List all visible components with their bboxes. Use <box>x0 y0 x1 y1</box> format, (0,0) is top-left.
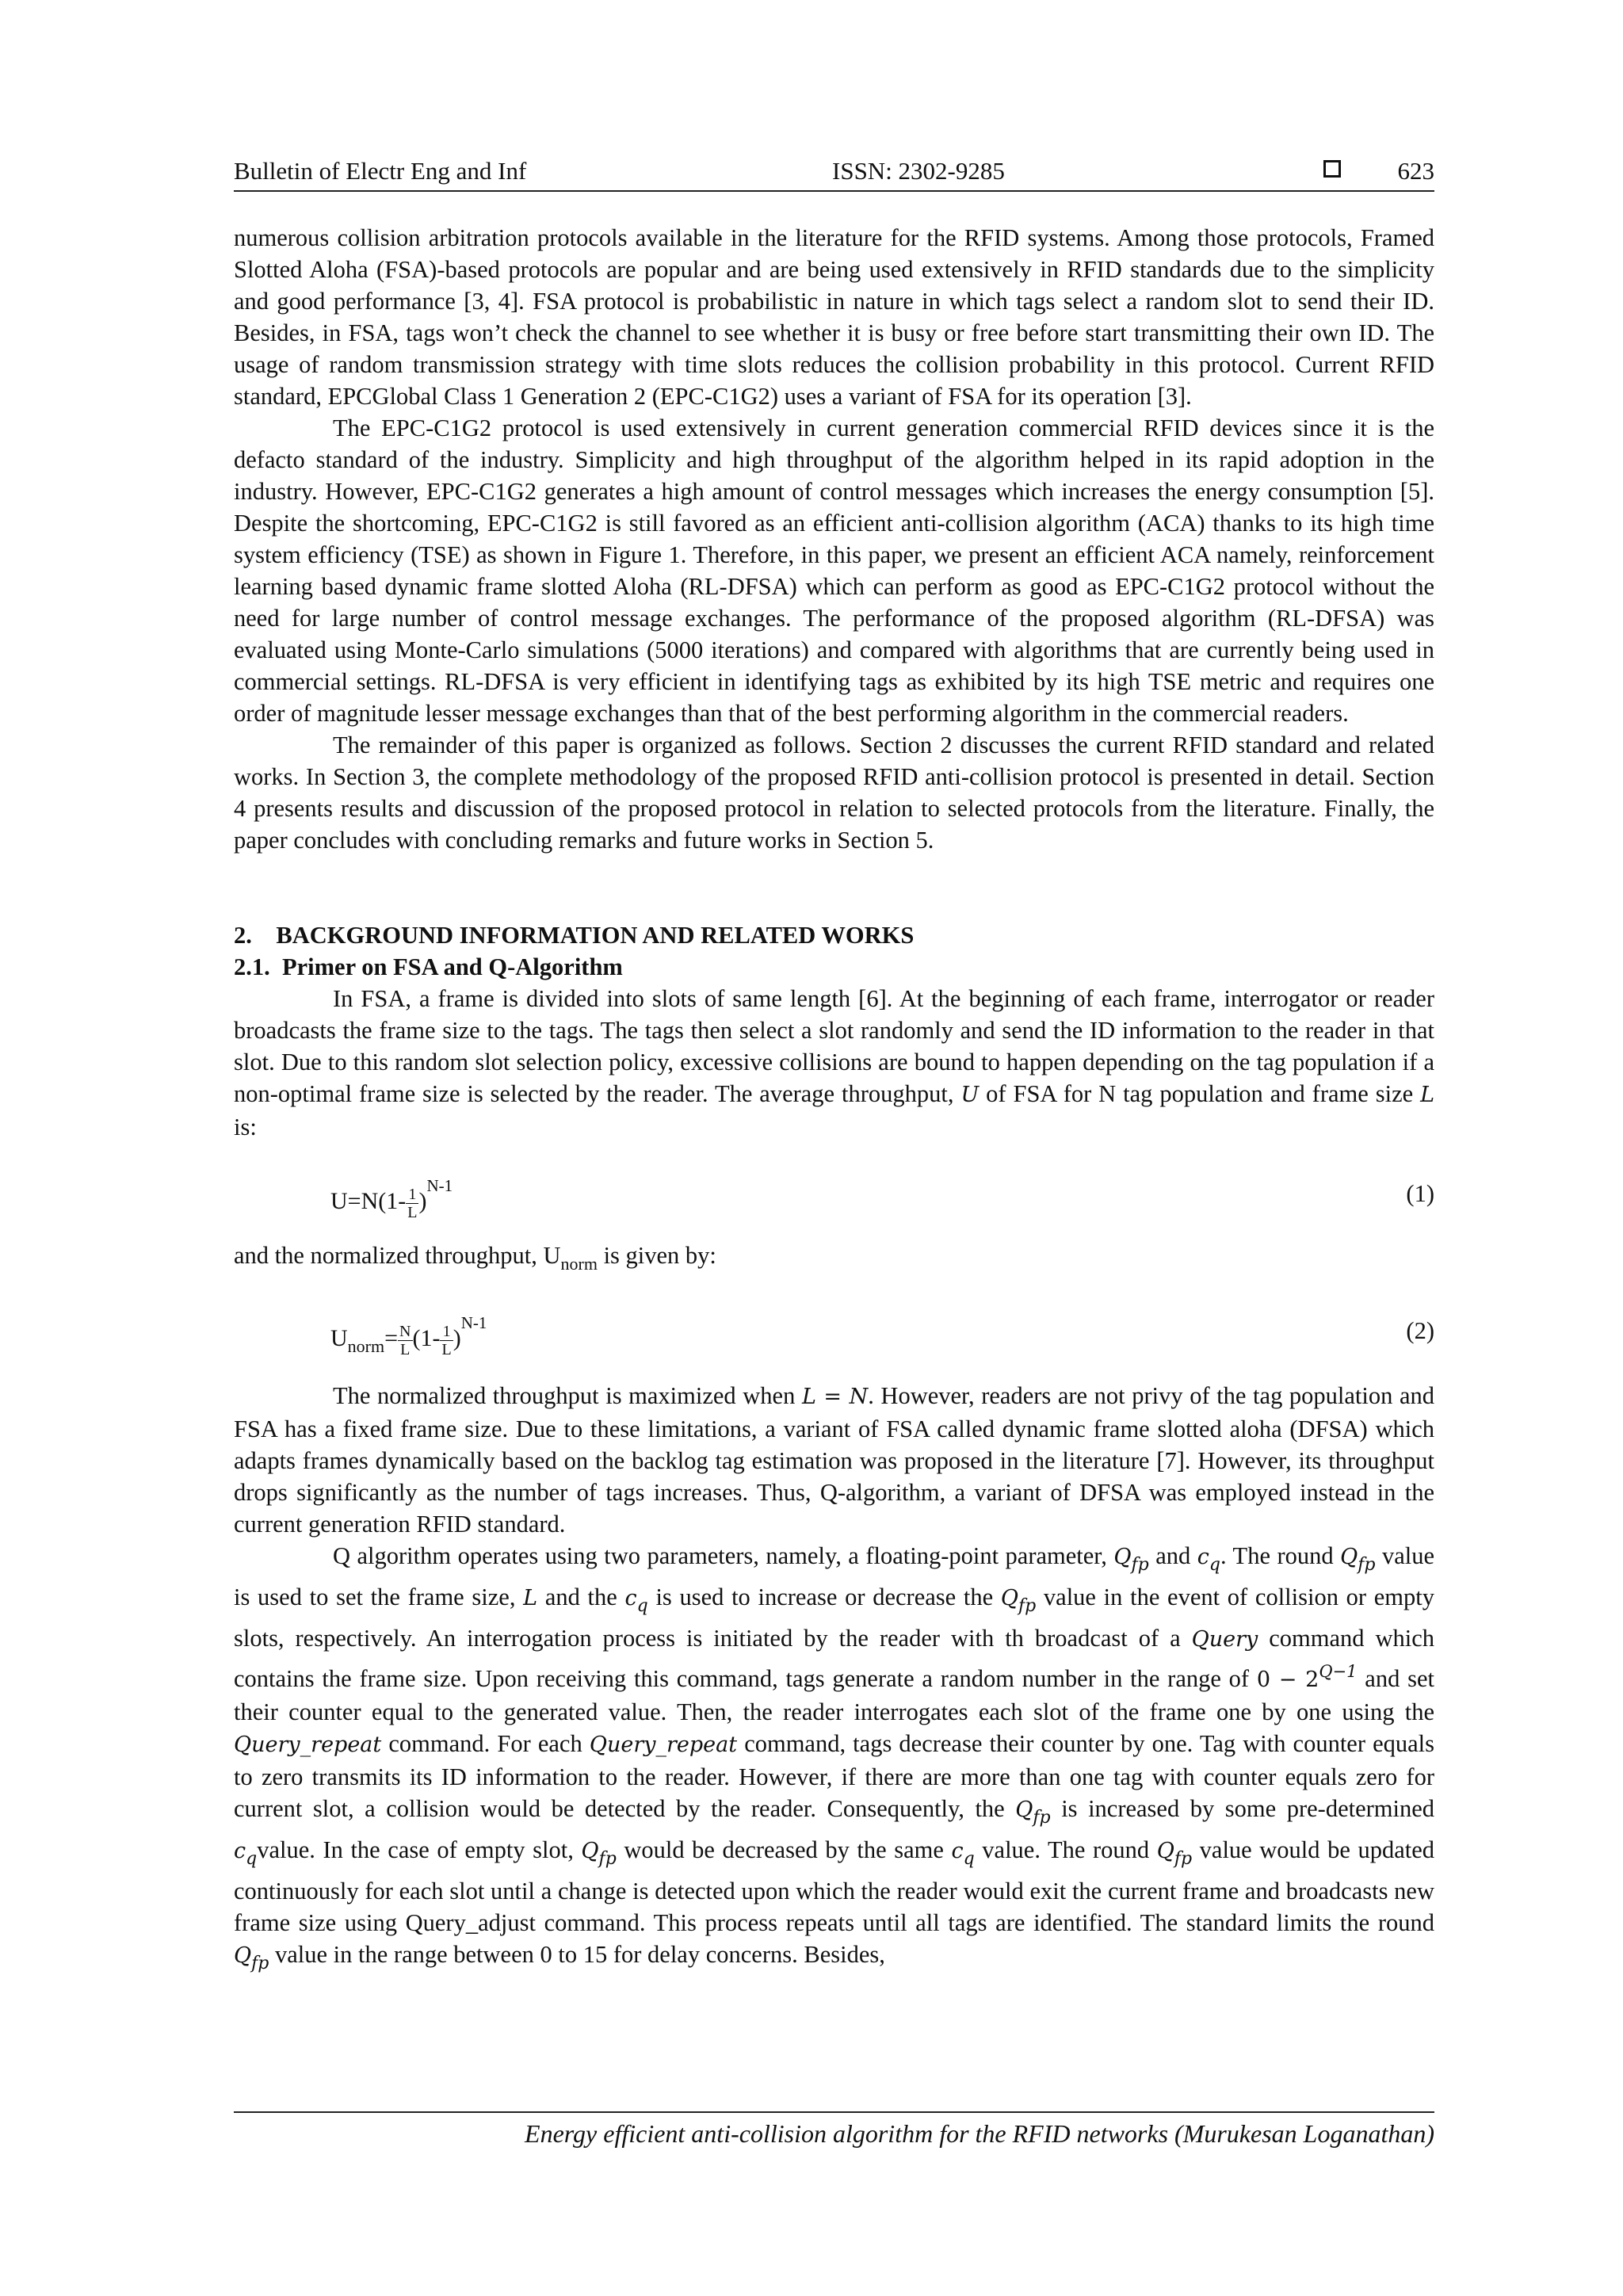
running-footer: Energy efficient anti-collision algorithm for the RFID networks (Murukesan Loganathan) <box>525 2119 1434 2148</box>
paragraph-3: The remainder of this paper is organized as follows. Section 2 discusses the current RFID standard and related works. In Section 3, the complete methodology of the proposed RFID anti-collision protocol is presented in detail. Section 4 presents results and discussion of the proposed protocol in relation to selected protocols from the literature. Finally, the paper concludes with concluding remarks and future works in Section 5. <box>234 732 1434 854</box>
running-header <box>234 155 1434 187</box>
paragraph-5: The normalized throughput is maximized when L = N. However, readers are not privy of the tag population and FSA has a fixed frame size. Due to these limitations, a variant of FSA called dynamic frame slotted aloha (DFSA) which adapts frames dynamically based on the backlog tag estimation was proposed in the literature [7]. However, its throughput drops significantly as the number of tags increases. Thus, Q-algorithm, a variant of DFSA was employed instead in the current generation RFID standard. <box>234 1382 1434 1538</box>
exponent: N-1 <box>426 1176 453 1195</box>
fraction: $\frac{1}{L}$ <box>407 1185 418 1221</box>
issn: ISSN: 2302-9285 <box>832 157 1005 185</box>
math-l-equals-n: L = N <box>801 1385 869 1409</box>
equation-2 <box>234 1280 1434 1369</box>
exponent: N-1 <box>460 1313 487 1332</box>
footer-divider <box>234 2111 1434 2113</box>
paragraph-4: In FSA, a frame is divided into slots of same length [6]. At the beginning of each frame, interrogator or reader broadcasts the frame size to the tags. The tags then select a slot randomly and send the ID information to the reader in that slot. Due to this random slot selection policy, excessive collisions are bound to happen depending on the tag population if a non-optimal frame size is selected by the reader. The average throughput, U of FSA for N tag population and frame size L is: <box>234 985 1435 1140</box>
header-divider <box>234 190 1434 192</box>
paragraph-6: Q algorithm operates using two parameters, namely, a floating-point parameter, $Q_{fp}$ and $c_q$. The round $Q_{fp}$ value is used to set the frame size, L and the $c_q$ is used to increase or decrease the $Q_{fp}$ value in the event of collision or empty slots, respectively. An interrogation process is initiated by the reader with th broadcast of a Query command which contains the frame size. Upon receiving this command, tags generate a random number in the range of $0 - 2^{Q-1}$ and set their counter equal to the generated value. Then, the reader interrogates each slot of the frame one by one using the Query_repeat command. For each Query_repeat command, tags decrease their counter by one. Tag with counter equals to zero transmits its ID information to the reader. However, if there are more than one tag with counter equals zero for current slot, a collision would be detected by the reader. Consequently, the $Q_{fp}$ is increased by some pre-determined $c_qvalue$. In the case of empty slot, $Q_{fp}$ would be decreased by the same $c_q$ value. The round $Q_{fp}$ value would be updated continuously for each slot until a change is detected upon which the reader would exit the current frame and broadcasts new frame size using Query_adjust command. This process repeats until all tags are identified. The standard limits the round $Q_{fp}$ value in the range between 0 to 15 for delay concerns. Besides, <box>234 1542 1435 1973</box>
equation-2-body: $U_{norm}=$ $\frac{N}{L}$ (1- $\frac{1}{L}$ )$^{N-1}$ <box>330 1313 487 1358</box>
equation-1 <box>234 1143 1434 1228</box>
paragraph-normalized: and the normalized throughput, $U_{norm}$ is given by: <box>234 1242 716 1274</box>
section-heading: 2. BACKGROUND INFORMATION AND RELATED WORKS <box>234 922 915 949</box>
body-text <box>234 222 1434 1980</box>
fraction: $\frac{1}{L}$ <box>441 1322 452 1358</box>
subsection-heading: 2.1. Primer on FSA and Q-Algorithm <box>234 953 623 980</box>
page-number: 623 <box>1397 157 1434 185</box>
section-gap <box>234 856 1434 919</box>
equation-2-number: (2) <box>1406 1317 1434 1344</box>
square-icon <box>1323 160 1341 178</box>
equation-1-body: U=N(1- $\frac{1}{L}$ )$^{N-1}$ <box>330 1176 453 1221</box>
fraction: $\frac{N}{L}$ <box>399 1322 411 1358</box>
journal-name: Bulletin of Electr Eng and Inf <box>234 157 527 185</box>
paragraph-2: The EPC-C1G2 protocol is used extensively in current generation commercial RFID devices since it is the defacto standard of the industry. Simplicity and high throughput of the algorithm helped in its rapid adoption in the industry. However, EPC-C1G2 generates a high amount of control messages which increases the energy consumption [5]. Despite the shortcoming, EPC-C1G2 is still favored as an efficient anti-collision algorithm (ACA) thanks to its high time system efficiency (TSE) as shown in Figure 1. Therefore, in this paper, we present an efficient ACA namely, reinforcement learning based dynamic frame slotted Aloha (RL-DFSA) which can perform as good as EPC-C1G2 protocol without the need for large number of control message exchanges. The performance of the proposed algorithm (RL-DFSA) was evaluated using Monte-Carlo simulations (5000 iterations) and compared with algorithms that are currently being used in commercial settings. RL-DFSA is very efficient in identifying tags as exhibited by its high TSE metric and requires one order of magnitude lesser message exchanges than that of the best performing algorithm in the commercial readers. <box>234 415 1434 727</box>
equation-1-number: (1) <box>1406 1180 1434 1207</box>
math-l: L <box>1420 1083 1435 1107</box>
math-u: U <box>960 1083 980 1107</box>
paragraph-1: numerous collision arbitration protocols available in the literature for the RFID systems. Among those protocols, Framed Slotted Aloha (FSA)-based protocols are popular and are being used extensively in RFID standards due to the simplicity and good performance [3, 4]. FSA protocol is probabilistic in nature in which tags select a random slot to send their ID. Besides, in FSA, tags won’t check the channel to see whether it is busy or free before start transmitting their own ID. The usage of random transmission strategy with time slots reduces the collision probability in this protocol. Current RFID standard, EPCGlobal Class 1 Generation 2 (EPC-C1G2) uses a variant of FSA for its operation [3]. <box>234 224 1434 410</box>
